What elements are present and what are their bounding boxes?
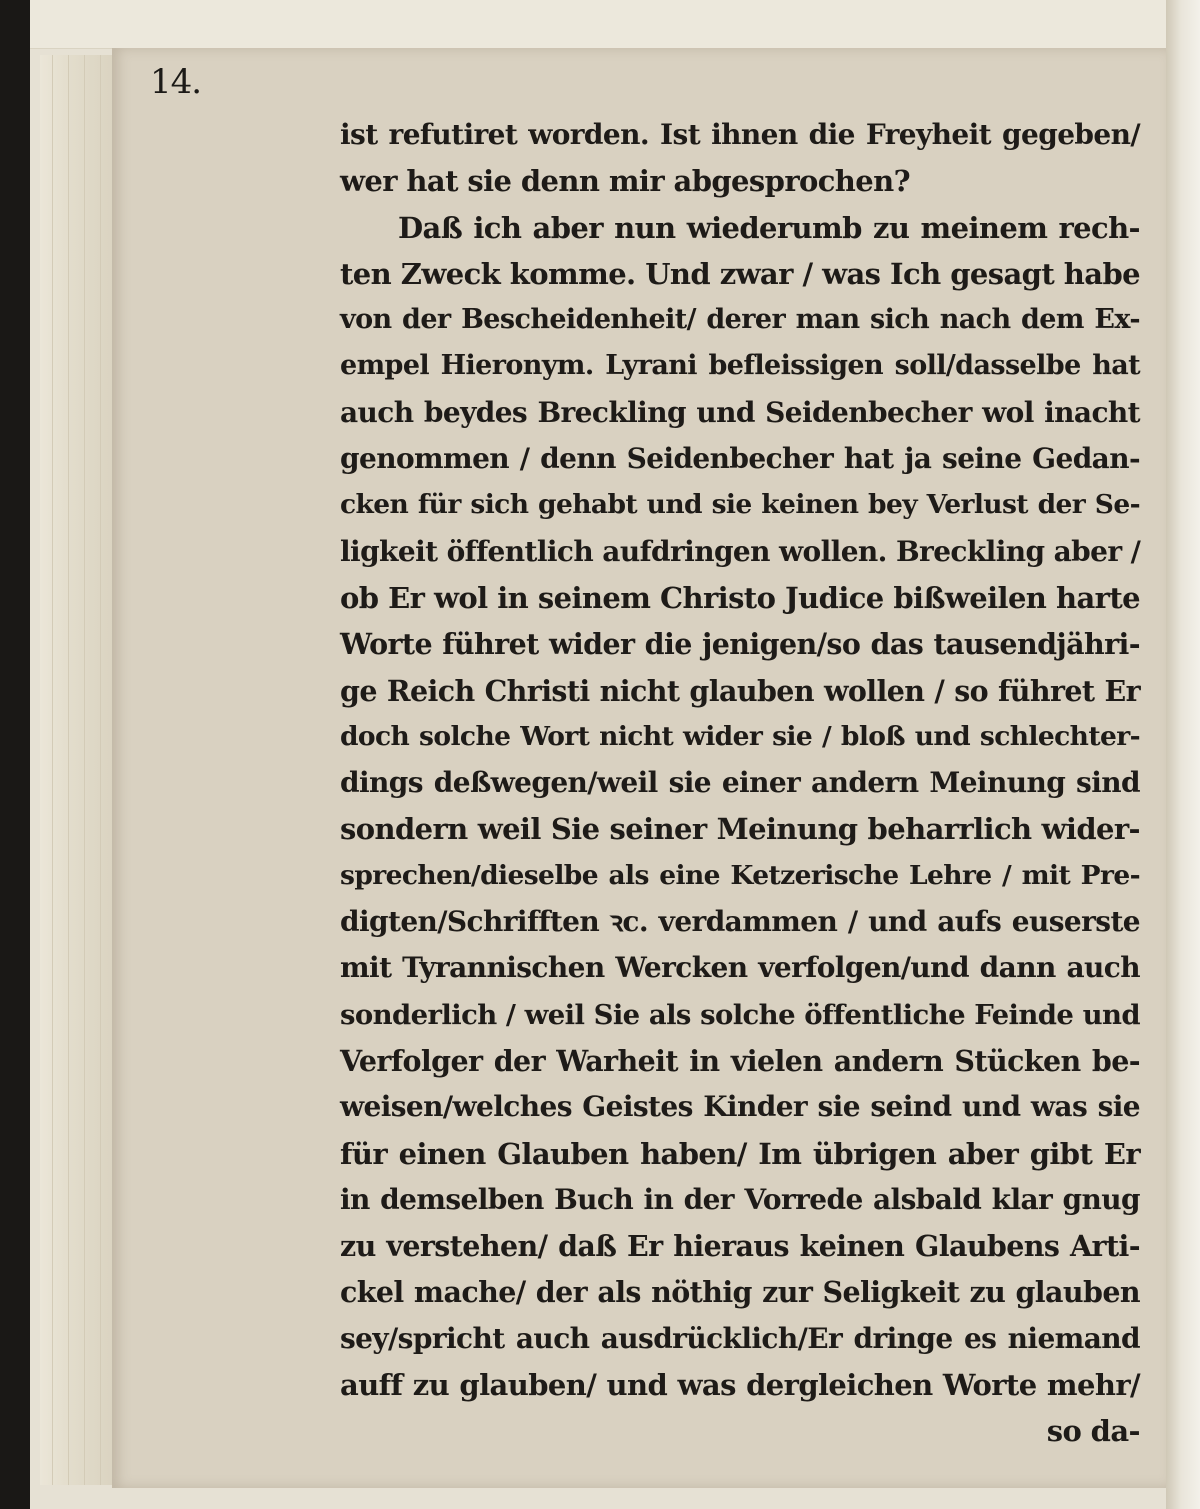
text-line: ten Zweck komme. Und zwar / was Ich gesagt habe [340, 256, 1140, 291]
text-line: von der Bescheidenheit/ derer man sich nach dem Ex- [340, 304, 1140, 336]
text-line: auff zu glauben/ und was dergleichen Worte mehr/ [340, 1368, 1140, 1403]
text-line: ist refutiret worden. Ist ihnen die Freyheit gegeben/ [340, 118, 1140, 151]
text-line: für einen Glauben haben/ Im übrigen aber gibt Er [340, 1136, 1140, 1171]
text-line: digten/Schrifften ꝛc. verdammen / und aufs euserste [340, 905, 1140, 939]
text-line: in demselben Buch in der Vorrede alsbald klar gnug [340, 1182, 1140, 1216]
text-line: mit Tyrannischen Wercken verfolgen/und dann auch [340, 951, 1140, 985]
text-line: ge Reich Christi nicht glauben wollen / so führet Er [340, 673, 1140, 708]
text-line: sonderlich / weil Sie als solche öffentliche Feinde und [340, 998, 1140, 1031]
page-stack-edge [40, 55, 121, 1485]
text-line: ckel mache/ der als nöthig zur Seligkeit zu glauben [340, 1275, 1140, 1310]
text-line: auch beydes Breckling und Seidenbecher wol inacht [340, 395, 1140, 429]
text-line: sey/spricht auch ausdrücklich/Er dringe es niemand [340, 1321, 1140, 1355]
text-line: wer hat sie denn mir abgesprochen? [340, 164, 911, 199]
page-edge-line [84, 55, 85, 1485]
text-line: Verfolger der Warheit in vielen andern Stücken be- [340, 1043, 1140, 1078]
text-line: weisen/welches Geistes Kinder sie seind und was sie [340, 1090, 1140, 1124]
text-line: Daß ich aber nun wiederumb zu meinem rech- [398, 210, 1140, 245]
text-line: sondern weil Sie seiner Meinung beharrlich wider- [340, 812, 1140, 847]
binding-edge [1166, 0, 1200, 1509]
page-number: 14. [150, 62, 202, 102]
text-line: zu verstehen/ daß Er hieraus keinen Glaubens Arti- [340, 1229, 1140, 1264]
text-line: doch solche Wort nicht wider sie / bloß und schlechter- [340, 720, 1140, 752]
body-text [340, 112, 1140, 1455]
text-line: ob Er wol in seinem Christo Judice bißweilen harte [340, 580, 1140, 615]
page-top-edge [30, 0, 1170, 49]
text-line: genommen / denn Seidenbecher hat ja seine Gedan- [340, 442, 1140, 476]
catchword: so da- [1046, 1414, 1140, 1449]
text-line: dings deßwegen/weil sie einer andern Meinung sind [340, 766, 1140, 800]
page-edge-line [52, 55, 53, 1485]
page-edge-line [68, 55, 69, 1485]
text-line: sprechen/dieselbe als eine Ketzerische Lehre / mit Pre- [340, 859, 1140, 891]
text-line: empel Hieronym. Lyrani befleissigen soll/dasselbe hat [340, 350, 1140, 382]
text-line: cken für sich gehabt und sie keinen bey Verlust der Se- [340, 489, 1140, 521]
page-edge-line [100, 55, 101, 1485]
text-line: ligkeit öffentlich aufdringen wollen. Breckling aber / [340, 534, 1141, 568]
text-line: Worte führet wider die jenigen/so das tausendjähri- [340, 627, 1140, 662]
